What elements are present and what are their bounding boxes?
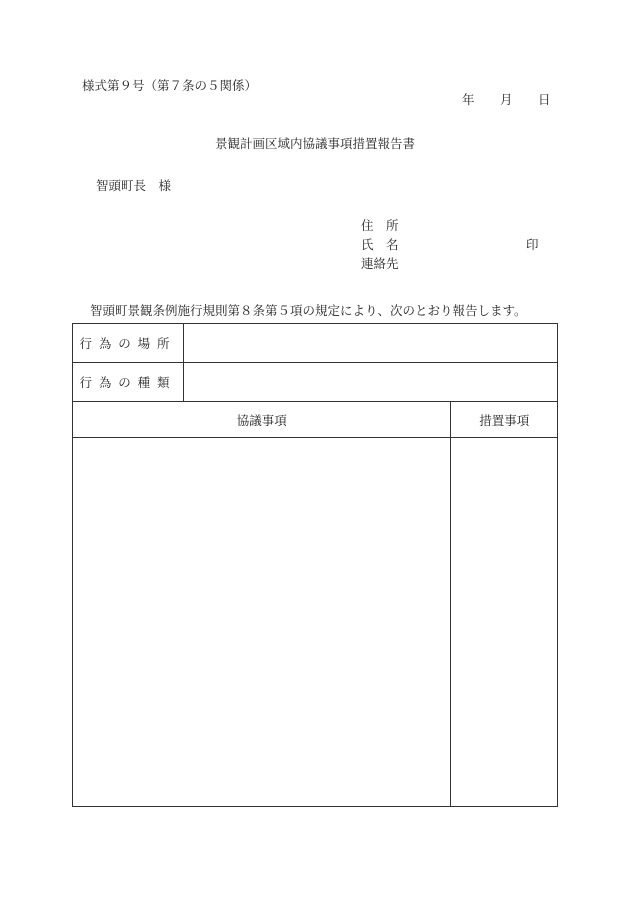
report-table xyxy=(72,323,558,807)
consultation-cell[interactable] xyxy=(73,438,451,807)
type-value-cell[interactable] xyxy=(184,363,558,402)
form-number: 様式第９号（第７条の５関係） xyxy=(82,78,258,93)
address-label: 住 所 xyxy=(361,218,399,233)
statement-text: 智頭町景観条例施行規則第８条第５項の規定により、次のとおり報告します。 xyxy=(90,303,527,318)
date-year: 年 xyxy=(462,92,475,107)
place-value-cell[interactable] xyxy=(184,324,558,363)
contact-label: 連絡先 xyxy=(361,256,399,271)
measures-cell[interactable] xyxy=(451,438,558,807)
name-label: 氏 名 xyxy=(361,237,399,252)
addressee: 智頭町長 様 xyxy=(96,178,172,193)
date-month: 月 xyxy=(500,92,513,107)
place-label: 行為の場所 xyxy=(73,324,184,363)
measures-header: 措置事項 xyxy=(451,402,558,438)
seal-mark: 印 xyxy=(526,237,539,252)
date-day: 日 xyxy=(538,92,551,107)
document-title: 景観計画区域内協議事項措置報告書 xyxy=(215,136,416,151)
body-row xyxy=(73,438,558,807)
type-label: 行為の種類 xyxy=(73,363,184,402)
consultation-header: 協議事項 xyxy=(73,402,451,438)
place-row xyxy=(73,324,558,363)
type-row xyxy=(73,363,558,402)
header-row xyxy=(73,402,558,438)
